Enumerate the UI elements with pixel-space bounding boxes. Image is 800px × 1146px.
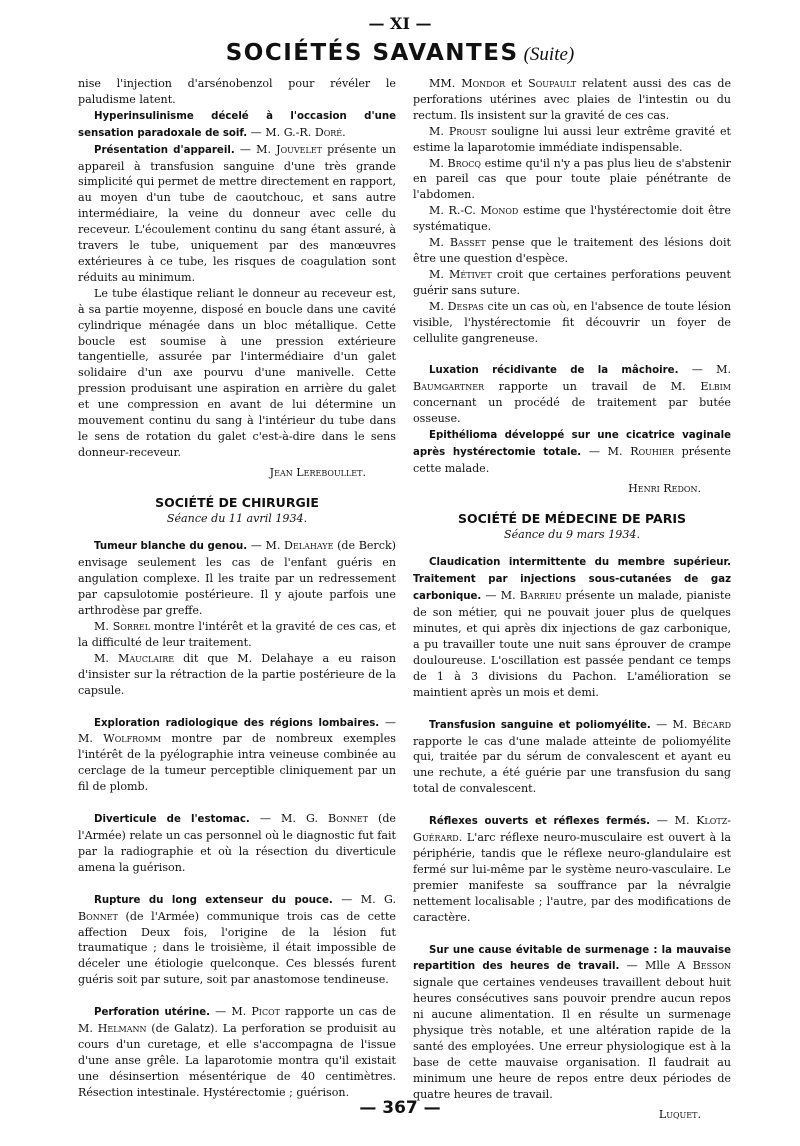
entry-exploration: Exploration radiologique des régions lombaires. — M. Wolfromm montre par de nombreux exemples l'intérêt de la pyélographie intra veineuse combinée au cerclage de la tumeur perceptible cliniquement par un fil de plomb. xyxy=(78,715,396,794)
entry-sorrel: M. Sorrel montre l'intérêt et la gravité de ces cas, et la difficulté de leur traitement. xyxy=(78,620,396,649)
entry-title: Luxation récidivante de la mâchoire. xyxy=(429,365,679,377)
author-name: Despas xyxy=(447,299,484,313)
entry-title: Réflexes ouverts et réflexes fermés. xyxy=(429,816,651,828)
right-column xyxy=(413,76,731,1122)
author-name: Brocq xyxy=(447,156,481,170)
entry-title: Hyperinsulinisme décelé à l'occasion d'une sensation paradoxale de soif. xyxy=(78,110,396,139)
left-column xyxy=(78,76,396,1101)
entry-transfusion: Transfusion sanguine et poliomyélite. — M. Bécard rapporte le cas d'une malade atteinte de poliomyélite qui, traitée par du sérum de convalescent et ayant eu une rechute, a été guérie par une transfusion du sang total de convalescent. xyxy=(413,717,732,796)
paragraph-tube: Le tube élastique reliant le donneur au receveur est, à sa partie moyenne, disposé en boucle dans une cavité cylindrique ménagée dans un bloc métallique. Cette boucle est soumise à une pression extérieure tangentielle, assurée par l'intermédiaire d'un galet solidaire d'un axe pourvu d'une manivelle. Cette pression produisant une aspiration en arrière du galet et une compression en avant de lui détermine un mouvement continu du sang à l'intérieur du tube dans le sens de rotation du galet c'est-à-dire dans le sens donneur-receveur. xyxy=(78,286,396,459)
entry-title: Transfusion sanguine et poliomyélite. xyxy=(429,719,651,731)
author-name: Bonnet xyxy=(78,909,118,923)
signature: Henri Redon. xyxy=(628,481,701,495)
entry-title: Diverticule de l'estomac. xyxy=(94,814,250,826)
author-name: Métivet xyxy=(449,267,492,281)
continued-paragraph: nise l'injection d'arsénobenzol pour révéler le paludisme latent. xyxy=(78,77,396,106)
section-suite: (Suite) xyxy=(523,44,575,65)
author-name: Jouvelet xyxy=(276,142,322,156)
author-name: Soupault xyxy=(528,77,577,90)
entry-surmenage: Sur une cause évitable de surmenage : la mauvaise repartition des heures de travail. — Mlle A Besson signale que certaines vendeuses travaillent debout huit heures consécutives sans pouvoir prendre aucun repos ni aucune alimentation. Il en résulte un surmenage physique très notable, et une altération rapide de la santé des employées. Une erreur physiologique est à la base de cette mauvaise organisation. Il faudrait au minimum une heure de repos entre deux périodes de quatre heures de travail. xyxy=(413,944,731,1101)
author-name: G.-R. Doré xyxy=(283,125,343,139)
entry-mondor: MM. Mondor et Soupault relatent aussi des cas de perforations utérines avec plaies de l'intestin ou du rectum. Ils insistent sur la gravité de ces cas. xyxy=(413,77,732,122)
entry-brocq: M. Brocq estime qu'il n'y a pas plus lieu de s'abstenir en pareil cas que pour toute plaie pénétrante de l'abdomen. xyxy=(413,156,731,202)
page-number: — 367 — xyxy=(359,1098,441,1118)
author-name: Picot xyxy=(251,1005,280,1019)
author-name: Elbim xyxy=(700,380,731,394)
entry-diverticule: Diverticule de l'estomac. — M. G. Bonnet (de l'Armée) relate un cas personnel où le diagnostic fut fait par la radiographie et où la résection du diverticule amena la guérison. xyxy=(78,812,396,874)
session-date: Séance du 9 mars 1934. xyxy=(503,527,640,541)
entry-perforation: Perforation utérine. — M. Picot rapporte un cas de M. Helmann (de Galatz). La perforation se produisit au cours d'un curetage, et elle s'accompagna de l'issue d'une anse grêle. La laparotomie montra qu'il existait une désinsertion mésentérique de 40 centimètres. Résection intestinale. Hystérectomie ; guérison. xyxy=(78,1005,396,1099)
session-date: Séance du 11 avril 1934. xyxy=(166,511,308,525)
running-header xyxy=(0,40,800,66)
entry-mauclaire: M. Mauclaire dit que M. Delahaye a eu raison d'insister sur la rétraction de la partie postérieure de la capsule. xyxy=(78,651,396,697)
author-name: Mondor xyxy=(461,77,506,90)
entry-monod: M. R.-C. Monod estime que l'hystérectomie doit être systématique. xyxy=(413,204,731,234)
entry-title: Présentation d'appareil. xyxy=(94,144,235,156)
section-title: SOCIÉTÉS SAVANTES xyxy=(225,40,519,66)
entry-title: Tumeur blanche du genou. xyxy=(94,541,248,553)
entry-luxation: Luxation récidivante de la mâchoire. — M. Baumgartner rapporte un travail de M. Elbim concernant un procédé de traitement par butée osseuse. xyxy=(413,363,731,426)
entry-title: Perforation utérine. xyxy=(94,1007,211,1019)
author-name: Proust xyxy=(448,124,487,138)
entry-title: Exploration radiologique des régions lombaires. xyxy=(94,717,380,729)
author-name: Barrieu xyxy=(519,589,562,603)
entry-epithelioma: Epithélioma développé sur une cicatrice vaginale après hystérectomie totale. — M. Rouhier présente cette malade. xyxy=(413,430,731,475)
signature: Jean Lereboullet. xyxy=(269,465,366,479)
entry-rupture: Rupture du long extenseur du pouce. — M. G. Bonnet (de l'Armée) communique trois cas de cette affection Deux fois, l'origine de la lésion fut traumatique ; dans le troisième, il était impossible de déceler une étiologie quelconque. Ces blessés furent guéris soit par suture, soit par anastomose tendineuse. xyxy=(78,892,396,987)
entry-title: Sur une cause évitable de surmenage : la mauvaise repartition des heures de travail. xyxy=(413,944,731,973)
entry-title: Epithélioma développé sur une cicatrice vaginale après hystérectomie totale. xyxy=(413,430,731,458)
author-name: Helmann xyxy=(97,1022,147,1036)
entry-metivet: M. Métivet croit que certaines perforations peuvent guérir sans suture. xyxy=(413,267,731,297)
author-name: Bonnet xyxy=(328,812,368,826)
author-name: Klotz-Guérard xyxy=(413,814,732,845)
entry-tumeur: Tumeur blanche du genou. — M. Delahaye (de Berck) envisage seulement les cas de l'enfant guéris en angulation complexe. Il les traite par un redressement par capsulotomie postérieure. Il y ajoute parfois une arthrodèse par greffe. xyxy=(78,539,396,618)
author-name: Basset xyxy=(449,236,486,250)
author-name: Bécard xyxy=(692,717,732,731)
entry-title: Rupture du long extenseur du pouce. xyxy=(94,894,333,906)
author-name: Besson xyxy=(692,959,731,973)
society-heading-chirurgie: SOCIÉTÉ DE CHIRURGIE xyxy=(155,494,319,510)
entry-presentation: Présentation d'appareil. — M. Jouvelet présente un appareil à transfusion sanguine d'une très grande simplicité qui permet de mettre directement en rapport, au moyen d'un tube de caoutchouc, et sans autre intermédiaire, la veine du donneur avec celle du receveur. L'écoulement continu du sang étant assuré, à travers le tube, uniquement par des manœuvres extérieures à ce tube, les risques de coagulation sont réduits au minimum. xyxy=(78,142,396,284)
entry-reflexes: Réflexes ouverts et réflexes fermés. — M. Klotz-Guérard. L'arc réflexe neuro-musculaire est ouvert à la périphérie, tandis que le réflexe neuro-glandulaire est fermé sur lui-même par le système neuro-vasculaire. Le premier manifeste sa souffrance par la névralgie nettement localisable ; l'autre, par des modifications de caractère. xyxy=(413,814,732,924)
author-name: Delahaye xyxy=(284,539,334,553)
roman-page-number: — XI — xyxy=(368,14,432,33)
entry-hyperinsulinisme: Hyperinsulinisme décelé à l'occasion d'une sensation paradoxale de soif. — M. G.-R. Doré. xyxy=(78,110,396,139)
author-name: Baumgartner xyxy=(413,380,485,394)
author-name: Sorrel xyxy=(112,620,151,633)
author-name: R.-C. Monod xyxy=(448,204,519,218)
society-heading-medecine: SOCIÉTÉ DE MÉDECINE DE PARIS xyxy=(458,510,686,526)
author-name: Rouhier xyxy=(630,444,674,458)
author-name: Wolfromm xyxy=(103,732,162,746)
signature: Luquet. xyxy=(658,1107,701,1121)
entry-despas: M. Despas cite un cas où, en l'absence de toute lésion visible, l'hystérectomie fit découvrir un foyer de cellulite gangreneuse. xyxy=(413,299,731,345)
entry-basset: M. Basset pense que le traitement des lésions doit être une question d'espèce. xyxy=(413,236,731,265)
entry-claudication: Claudication intermittente du membre supérieur. Traitement par injections sous-cutanées de gaz carbonique. — M. Barrieu présente un malade, pianiste de son métier, qui ne pouvait jouer plus de quelques minutes, et qui après dix injections de gaz carbonique, a pu travailler toute une nuit sans éprouver de crampe douloureuse. L'oscillation est passée pendant ce temps de 1 à 3 divisions du Pachon. L'amélioration se maintient après un mois et demi. xyxy=(413,557,731,699)
entry-title: Claudication intermittente du membre supérieur. Traitement par injections sous-cutanées de gaz carbonique. xyxy=(413,557,731,603)
entry-proust: M. Proust souligne lui aussi leur extrême gravité et estime la laparotomie immédiate indispensable. xyxy=(413,124,731,154)
author-name: Mauclaire xyxy=(117,651,175,665)
